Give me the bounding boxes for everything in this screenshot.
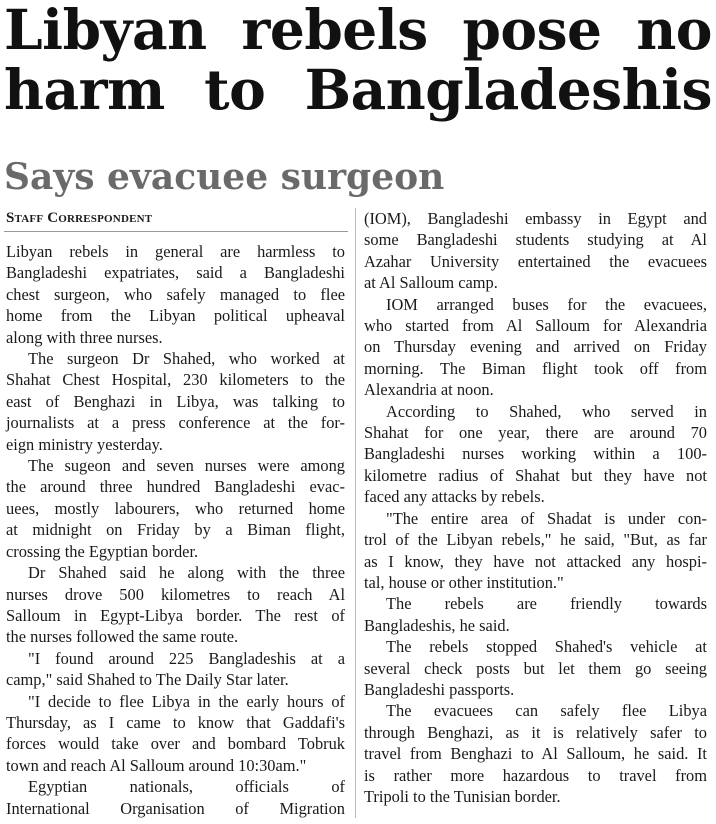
text-line: Azahar University entertained the evacuees [364,251,707,271]
text-line: kilometre radius of Shahat but they have not [364,465,707,485]
text-line: According to Shahed, who served in [386,401,707,421]
text-line: The sugeon and seven nurses were among [28,456,345,476]
text-line: journalists at a press conference at the for- [6,413,345,433]
column-divider [355,208,356,818]
text-line: east of Benghazi in Libya, was talking to [6,391,345,411]
text-line: nurses drove 500 kilometres to reach Al [6,584,345,604]
text-line: crossing the Egyptian border. [6,541,199,561]
headline-line: Libyan rebels pose no [4,0,712,62]
headline-line: harm to Bangladeshis [4,57,712,122]
text-line: the around three hundred Bangladeshi evac- [6,477,345,497]
text-line: eign ministry yesterday. [6,434,163,454]
text-line: "I decide to flee Libya in the early hours of [28,691,345,711]
text-line: the nurses followed the same route. [6,627,239,647]
text-line: The evacuees can safely flee Libya [386,701,707,721]
text-line: Shahat for one year, there are around 70 [364,423,707,443]
text-line: Libyan rebels in general are harmless to [6,242,345,261]
text-line: several check posts but let them go seeing [364,658,707,678]
text-line: The rebels are friendly towards [386,594,707,614]
text-line: along with three nurses. [6,327,163,347]
text-line: Salloum in Egypt-Libya border. The rest of [6,605,345,625]
text-line: "I found around 225 Bangladeshis at a [28,648,345,668]
text-line: home from the Libyan political upheaval [6,306,345,326]
text-line: Bangladeshi nurses working within a 100- [364,444,707,464]
text-line: who started from Al Salloum for Alexandria [364,316,707,336]
text-line: uees, mostly labourers, who returned home [6,498,345,518]
text-line: forces would take over and bombard Tobruk [6,734,345,754]
text-line: Tripoli to the Tunisian border. [364,786,561,806]
text-line: "The entire area of Shadat is under con- [386,508,707,528]
text-line: Thursday, as I came to know that Gaddafi's [6,712,345,732]
text-line: chest surgeon, who safely managed to flee [6,284,345,304]
text-line: on Thursday evening and arrived on Friday [364,337,707,357]
text-line: Shahat Chest Hospital, 230 kilometers to the [6,370,345,390]
text-line: as I know, they have not attacked any hospi- [364,551,707,571]
text-line: is rather more hazardous to travel from [364,765,707,785]
text-line: town and reach Al Salloum around 10:30am." [6,755,307,775]
text-line: IOM arranged buses for the evacuees, [386,294,707,314]
text-line: camp," said Shahed to The Daily Star later. [6,670,289,690]
text-line: The rebels stopped Shahed's vehicle at [386,637,707,657]
text-line: morning. The Biman flight took off from [364,358,707,378]
subheadline: Says evacuee surgeon [4,156,445,198]
article-column-right [364,208,707,807]
text-line: Bangladeshi passports. [364,679,515,699]
text-line: trol of the Libyan rebels," he said, "But, as far [364,530,707,550]
text-line: (IOM), Bangladeshi embassy in Egypt and [364,209,707,228]
byline: Staff Correspondent [6,210,153,226]
text-line: tal, house or other institution." [364,572,564,592]
text-line: International Organisation of Migration [6,798,345,818]
text-line: Bangladeshis, he said. [364,615,510,635]
text-line: Bangladeshi expatriates, said a Bangladeshi [6,263,345,283]
text-line: at Al Salloum camp. [364,273,498,293]
text-line: travel from Benghazi to Al Salloum, he said. It [364,744,707,764]
text-line: Alexandria at noon. [364,380,494,400]
text-line: some Bangladeshi students studying at Al [364,230,707,250]
text-line: Dr Shahed said he along with the three [28,563,345,583]
text-line: Egyptian nationals, officials of [28,777,345,797]
text-line: through Benghazi, as it is relatively safer to [364,722,707,742]
headline [4,0,712,120]
article-column-left [6,241,345,819]
byline-divider [4,231,348,232]
text-line: faced any attacks by rebels. [364,487,545,507]
text-line: at midnight on Friday by a Biman flight, [6,520,345,540]
text-line: The surgeon Dr Shahed, who worked at [28,349,345,369]
